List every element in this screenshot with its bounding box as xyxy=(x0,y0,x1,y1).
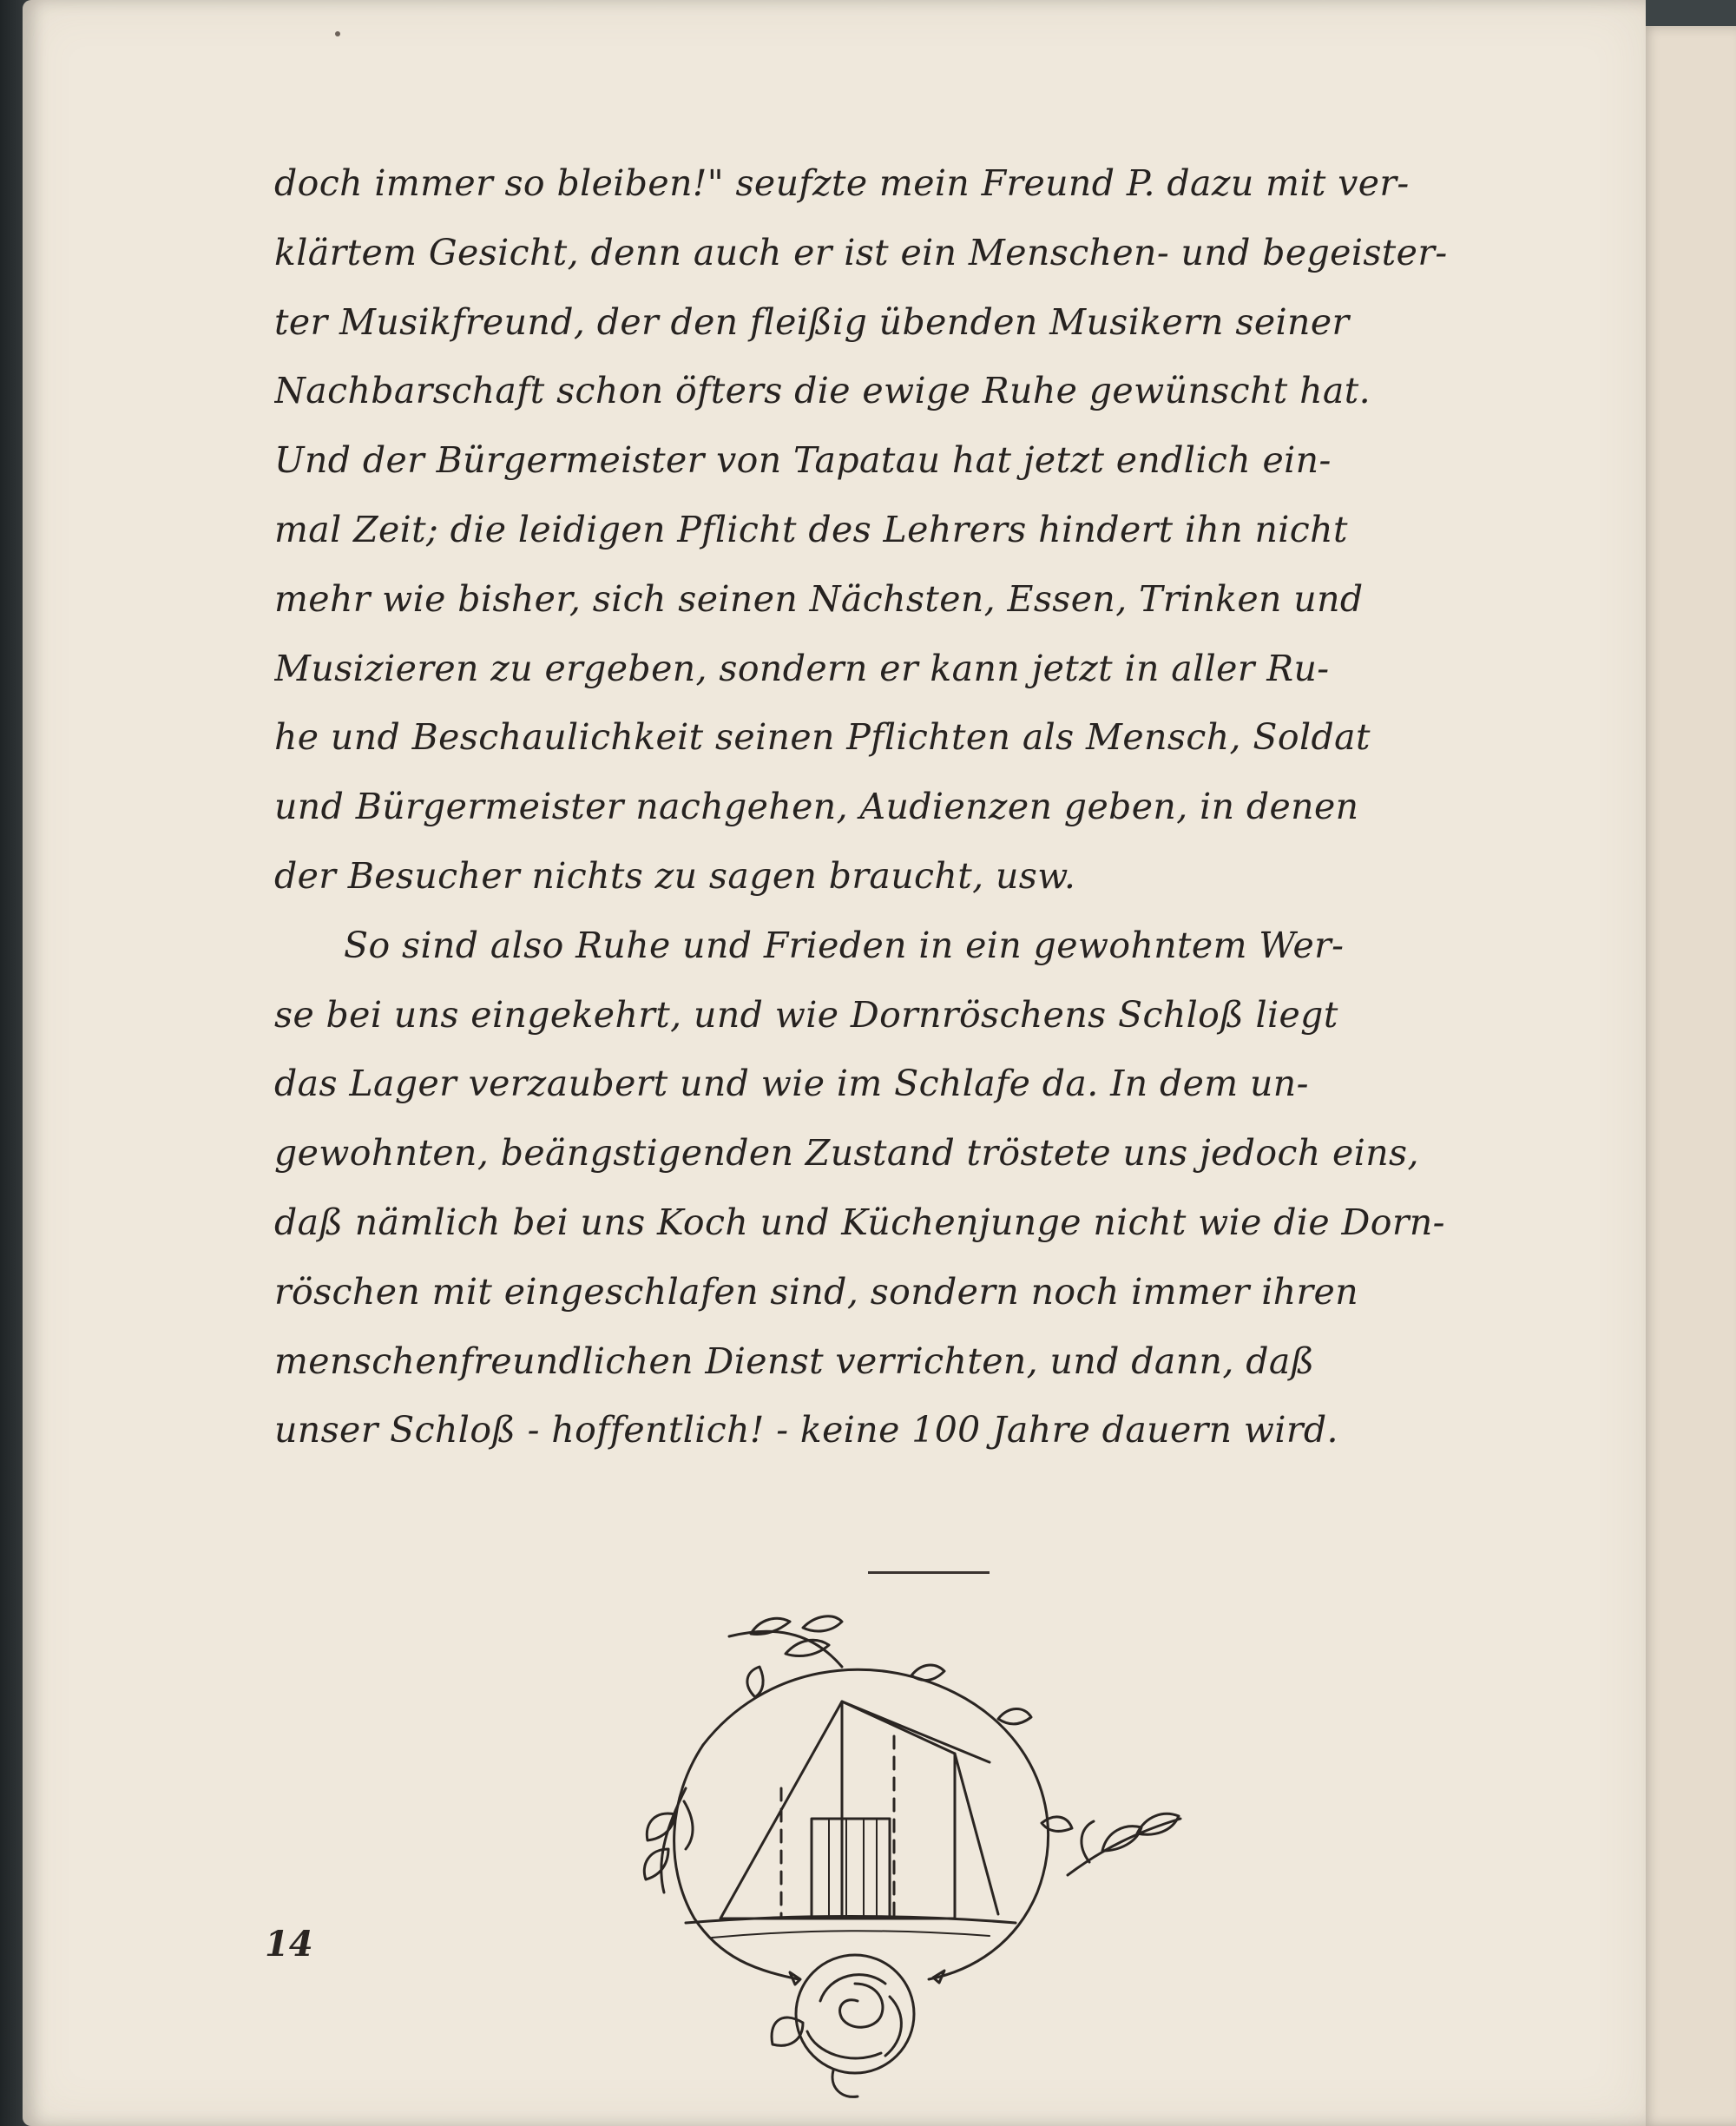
text-line: der Besucher nichts zu sagen braucht, usw. xyxy=(274,854,1076,897)
text-line: mehr wie bisher, sich seinen Nächsten, Essen, Trinken und xyxy=(274,577,1364,620)
paragraph-1 xyxy=(274,149,1537,912)
text-line: klärtem Gesicht, denn auch er ist ein Menschen- und begeister- xyxy=(274,231,1448,273)
wreath-leaf xyxy=(911,1665,944,1680)
text-line: daß nämlich bei uns Koch und Küchenjunge nicht wie die Dorn- xyxy=(274,1201,1445,1243)
text-line: gewohnten, beängstigenden Zustand tröstete uns jedoch eins, xyxy=(274,1132,1419,1175)
paragraph-2 xyxy=(274,912,1537,1465)
page-number: 14 xyxy=(265,1924,313,1965)
text-line: mal Zeit; die leidigen Pflicht des Lehrers hindert ihn nicht xyxy=(274,508,1348,550)
text-line: ter Musikfreund, der den fleißig übenden Musikern seiner xyxy=(274,300,1350,343)
text-line: Und der Bürgermeister von Tapatau hat jetzt endlich ein- xyxy=(274,439,1332,482)
text-line: das Lager verzaubert und wie im Schlafe da. In dem un- xyxy=(274,1063,1309,1105)
text-line: doch immer so bleiben!" seufzte mein Freund P. dazu mit ver- xyxy=(274,162,1410,204)
handwritten-text xyxy=(274,149,1537,1465)
text-line: Nachbarschaft schon öfters die ewige Ruhe gewünscht hat. xyxy=(274,370,1371,412)
wreath-leaf xyxy=(998,1708,1031,1723)
text-line: So sind also Ruhe und Frieden in ein gewohntem Wer- xyxy=(344,924,1345,966)
rose-icon xyxy=(772,1955,914,2096)
text-line: unser Schloß - hoffentlich! - keine 100 Jahre dauern wird. xyxy=(274,1409,1338,1451)
text-line: menschenfreundlichen Dienst verrichten, und dann, daß xyxy=(274,1339,1315,1382)
tent-rose-illustration xyxy=(582,1615,1215,2101)
ink-speck xyxy=(335,31,340,36)
section-divider xyxy=(868,1571,990,1574)
text-line: se bei uns eingekehrt, und wie Dornröschens Schloß liegt xyxy=(274,993,1338,1036)
wreath-leaf xyxy=(1042,1817,1072,1831)
text-line: röschen mit eingeschlafen sind, sondern noch immer ihren xyxy=(274,1270,1359,1313)
wreath-leaf xyxy=(747,1667,763,1697)
text-line: und Bürgermeister nachgehen, Audienzen geben, in denen xyxy=(274,786,1359,828)
wreath-branch xyxy=(674,1745,799,1979)
facing-page-edge xyxy=(1639,26,1736,2126)
tent-door xyxy=(812,1819,890,1919)
text-line: he und Beschaulichkeit seinen Pflichten als Mensch, Soldat xyxy=(274,716,1371,759)
text-line: Musizieren zu ergeben, sondern er kann jetzt in aller Ru- xyxy=(274,647,1330,689)
